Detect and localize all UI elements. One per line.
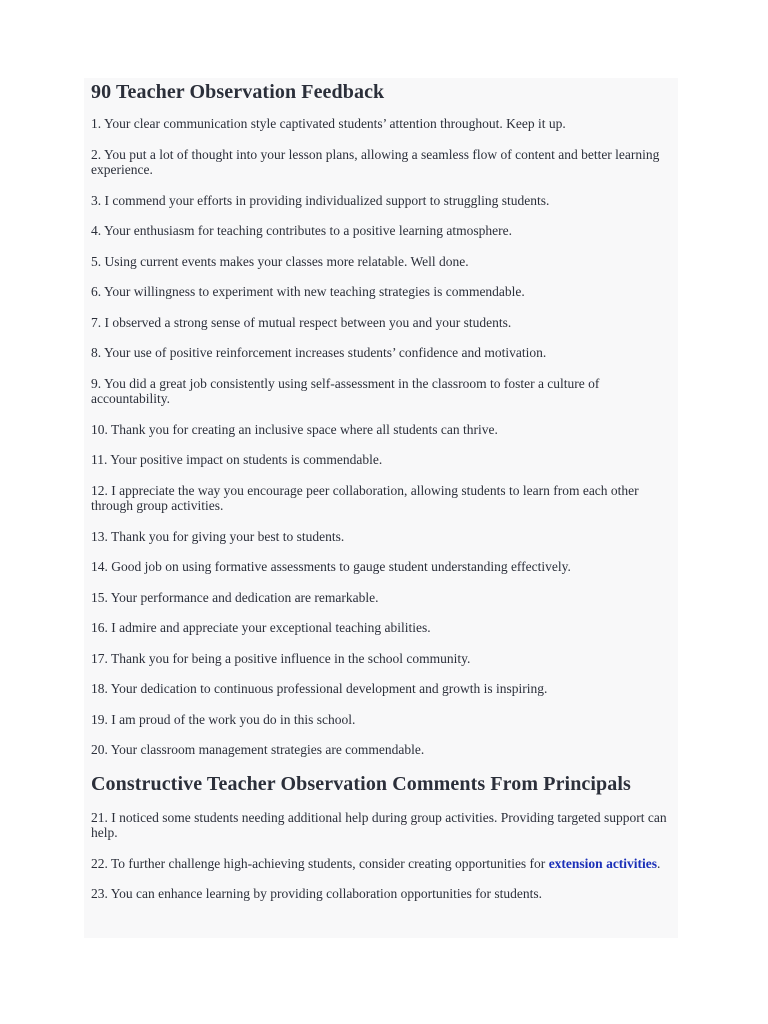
list-item: 9. You did a great job consistently using self-assessment in the classroom to foster a culture of accountability. [91,375,600,406]
list-item: 1. Your clear communication style captivated students’ attention throughout. Keep it up. [91,116,566,131]
item-text-prefix: 22. To further challenge high-achieving students, consider creating opportunities for [91,855,549,871]
list-item: 5. Using current events makes your classes more relatable. Well done. [91,253,469,269]
list-item: 7. I observed a strong sense of mutual respect between you and your students. [91,314,512,330]
list-item: 20. Your classroom management strategies are commendable. [91,742,425,757]
feedback-list [91,116,675,758]
list-item: 11. Your positive impact on students is commendable. [91,452,383,467]
list-item: 14. Good job on using formative assessments to gauge student understanding effectively. [91,559,571,574]
list-item: 17. Thank you for being a positive influence in the school community. [91,650,471,666]
list-item: 10. Thank you for creating an inclusive space where all students can thrive. [91,421,498,437]
list-item: 15. Your performance and dedication are remarkable. [91,589,379,605]
list-item: 23. You can enhance learning by providing collaboration opportunities for students. [91,886,543,901]
item-text-suffix: . [657,855,661,871]
document-content [91,78,675,917]
list-item: 18. Your dedication to continuous professional development and growth is inspiring. [91,681,548,696]
heading-feedback: 90 Teacher Observation Feedback [91,81,385,103]
document-page [84,78,678,938]
list-item: 8. Your use of positive reinforcement increases students’ confidence and motivation. [91,345,547,360]
list-item: 2. You put a lot of thought into your lesson plans, allowing a seamless flow of content and better learning experience. [91,146,660,177]
list-item: 19. I am proud of the work you do in this school. [91,711,356,727]
list-item: 6. Your willingness to experiment with new teaching strategies is commendable. [91,284,525,299]
list-item: 12. I appreciate the way you encourage peer collaboration, allowing students to learn from each other through group activities. [91,482,639,513]
list-item: 13. Thank you for giving your best to students. [91,528,345,544]
constructive-list [91,810,675,902]
extension-activities-link[interactable]: extension activities [548,855,658,871]
heading-constructive-comments: Constructive Teacher Observation Comments From Principals [91,772,631,795]
list-item: 3. I commend your efforts in providing individualized support to struggling students. [91,192,550,208]
list-item: 21. I noticed some students needing additional help during group activities. Providing targeted support can help. [91,809,667,840]
list-item [91,856,675,872]
list-item: 4. Your enthusiasm for teaching contributes to a positive learning atmosphere. [91,223,513,238]
list-item: 16. I admire and appreciate your exceptional teaching abilities. [91,620,431,635]
